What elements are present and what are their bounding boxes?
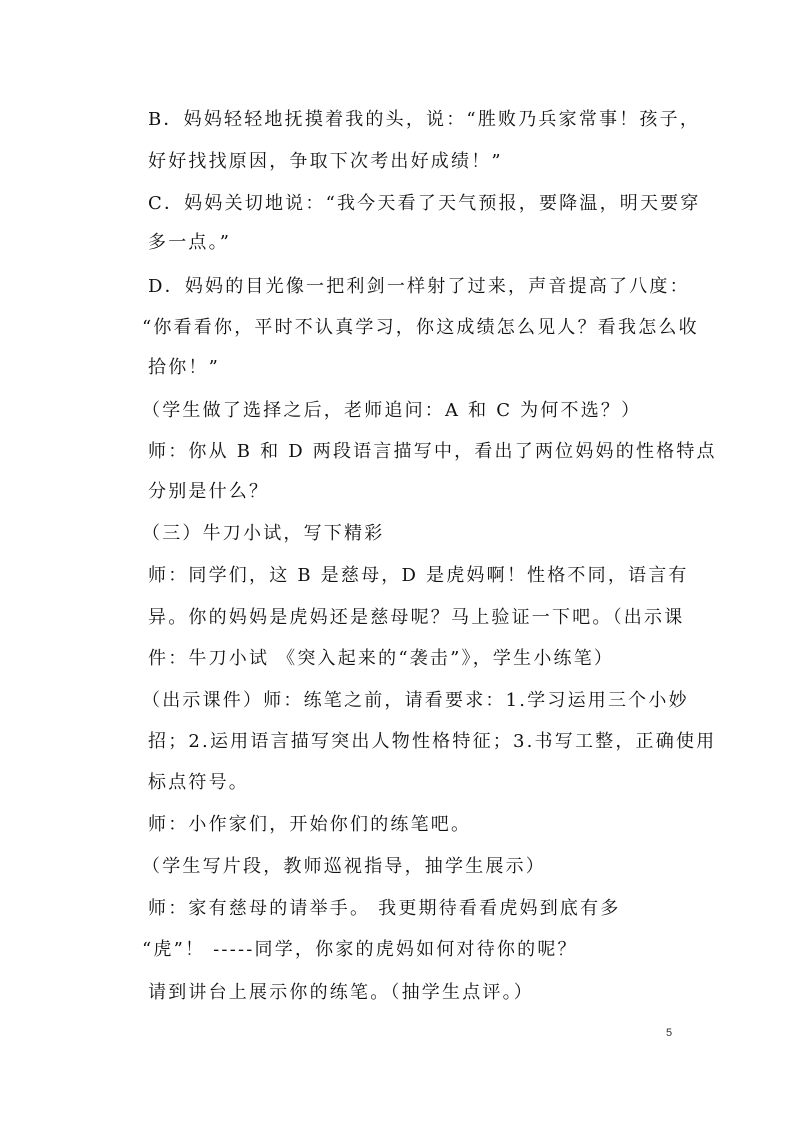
text-line: 好好找找原因，争取下次考出好成绩！”	[148, 151, 503, 172]
text-line: 分别是什么？	[148, 481, 270, 502]
section-heading: （三）牛刀小试，写下精彩	[142, 523, 385, 544]
text-line: 拾你！”	[148, 357, 221, 378]
text-line: 师：小作家们，开始你们的练笔吧。	[148, 814, 472, 835]
text-line: 招；2.运用语言描写突出人物性格特征；3.书写工整，正确使用	[148, 731, 717, 752]
text-line: 师：同学们，这 B 是慈母，D 是虎妈啊！性格不同，语言有	[148, 565, 689, 586]
text-line: 请到讲台上展示你的练笔。（抽学生点评。）	[148, 982, 534, 1003]
text-line: B．妈妈轻轻地抚摸着我的头，说：“胜败乃兵家常事！孩子，	[148, 109, 701, 130]
text-line: 师：家有慈母的请举手。 我更期待看看虎妈到底有多	[148, 898, 621, 919]
text-line: （学生做了选择之后，老师追问：A 和 C 为何不选？）	[142, 400, 642, 421]
text-line: 师：你从 B 和 D 两段语言描写中，看出了两位妈妈的性格特点	[148, 441, 717, 462]
text-line: “虎”！ -----同学，你家的虎妈如何对待你的呢？	[142, 939, 578, 960]
text-line: D．妈妈的目光像一把利剑一样射了过来，声音提高了八度：	[148, 276, 690, 297]
text-line: （学生写片段，教师巡视指导，抽学生展示）	[142, 856, 546, 877]
text-line: 标点符号。	[148, 772, 249, 793]
text-line: 多一点。”	[148, 232, 232, 253]
text-line: C．妈妈关切地说：“我今天看了天气预报，要降温，明天要穿	[148, 193, 701, 214]
text-line: 异。你的妈妈是虎妈还是慈母呢？马上验证一下吧。（出示课	[148, 607, 685, 628]
text-line: 件：牛刀小试 《突入起来的“袭击”》，学生小练笔）	[148, 648, 615, 669]
page-number: 5	[666, 1027, 673, 1039]
text-line: “你看看你，平时不认真学习，你这成绩怎么见人？看我怎么收	[142, 317, 699, 338]
text-line: （出示课件）师：练笔之前，请看要求：1.学习运用三个小妙	[142, 690, 689, 711]
